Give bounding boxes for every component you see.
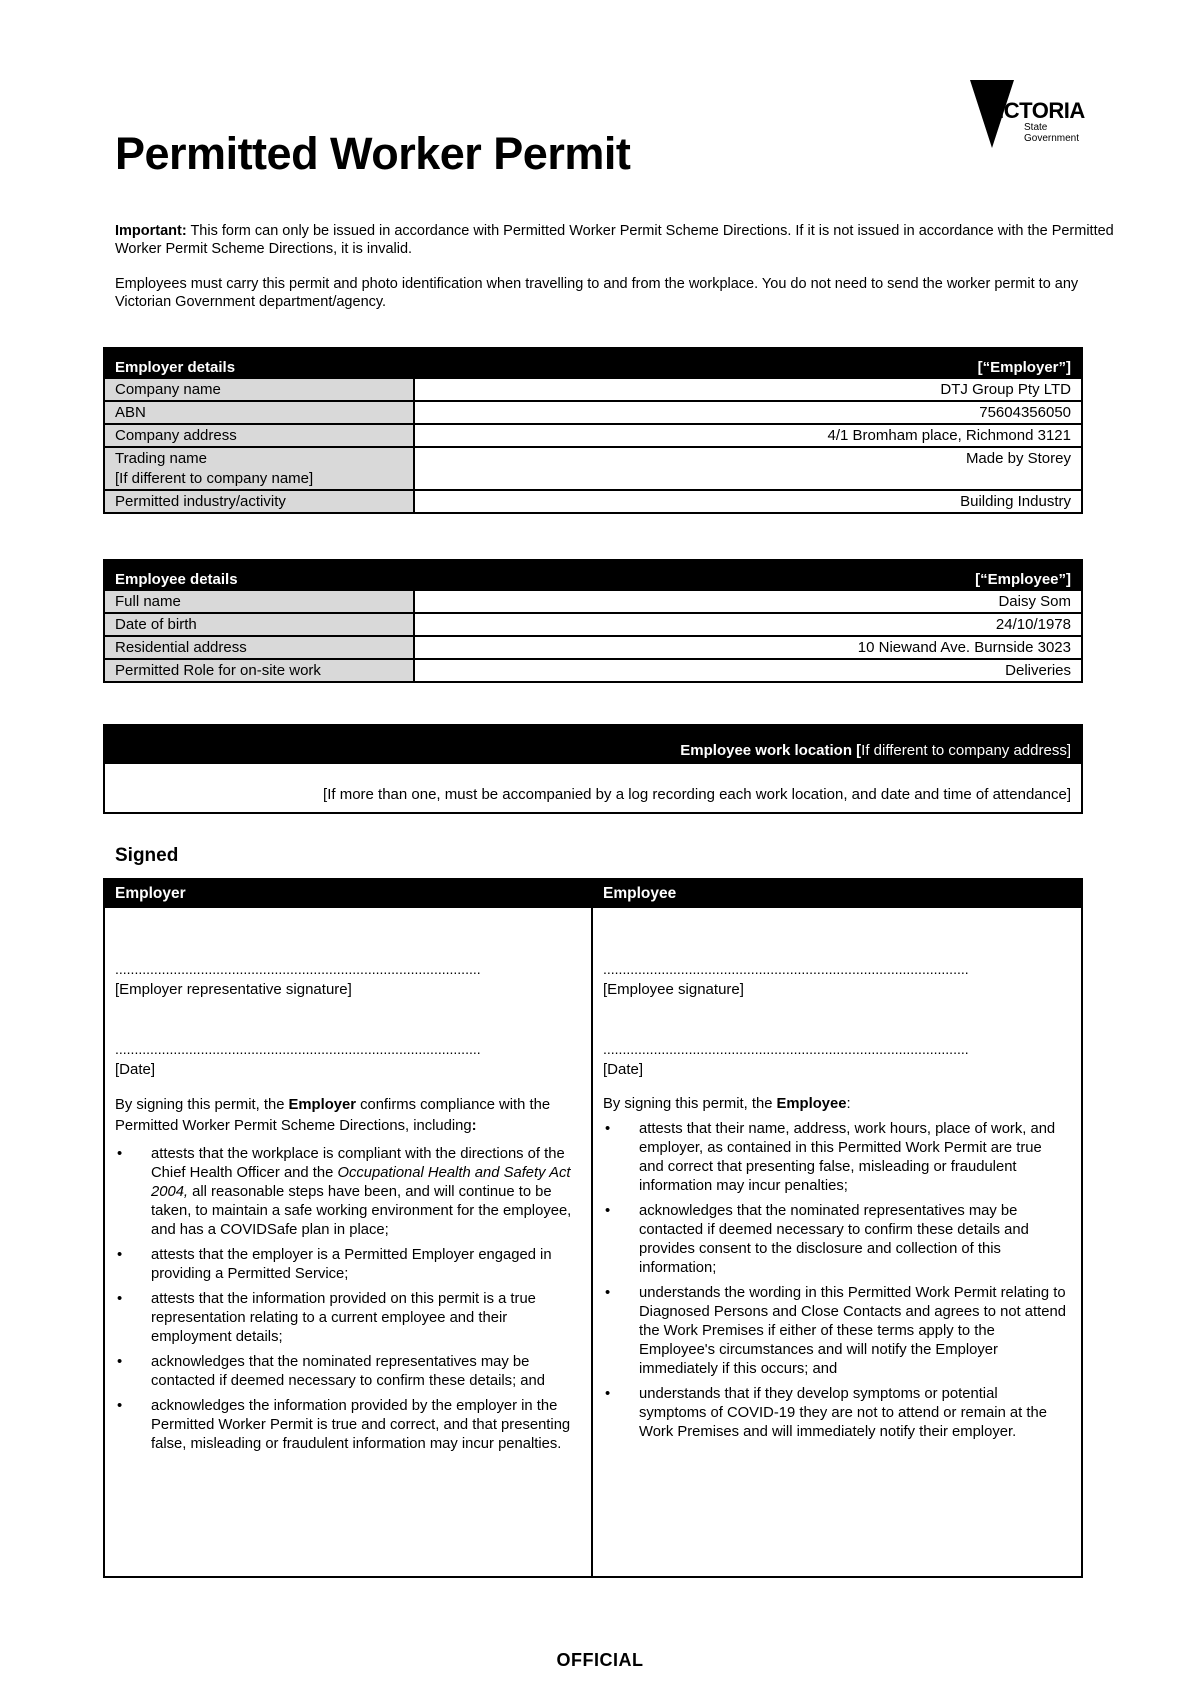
employer-declaration-list [115, 1145, 579, 1460]
field-label: Permitted industry/activity [105, 491, 415, 512]
list-item: • understands the wording in this Permitted Work Permit relating to Diagnosed Persons and Close Contacts and agrees to not attend the Work Premises if either of these terms apply to the Employee's circumstances and will notify the Employer immediately if this occurs; and [603, 1284, 1069, 1379]
important-notice: Important: This form can only be issued in accordance with Permitted Worker Permit Scheme Directions. If it is not issued in accordance with the Permitted Worker Permit Scheme Directions, it is invalid. [115, 223, 1114, 257]
work-location-field[interactable] [105, 764, 1081, 812]
page-title: Permitted Worker Permit [115, 128, 631, 179]
work-location-header: Employee work location [If different to company address] [105, 726, 1081, 764]
employer-details-header: Employer details [“Employer”] [105, 349, 1081, 379]
victoria-government-logo [968, 78, 1098, 150]
employee-signature-caption: [Employee signature] [603, 981, 744, 998]
employer-date-line[interactable]: .............................................................................................. [115, 1041, 481, 1057]
table-row [105, 379, 1081, 400]
employer-signature-line[interactable]: .............................................................................................. [115, 961, 481, 977]
logo-subtitle: State Government [1024, 122, 1080, 144]
permitted-role-value[interactable]: Deliveries [1005, 662, 1071, 679]
employer-date-caption: [Date] [115, 1061, 156, 1078]
list-item: • attests that the information provided on this permit is a true representation relating to a current employee and their employment details; [115, 1290, 579, 1347]
employee-column-header: Employee [603, 885, 677, 902]
employer-declaration-intro: By signing this permit, the Employer confirms compliance with the Permitted Worker Permit Scheme Directions, including: [115, 1097, 551, 1134]
company-name-value[interactable]: DTJ Group Pty LTD [940, 381, 1071, 398]
list-item: • attests that the workplace is compliant with the directions of the Chief Health Officer and the Occupational Health and Safety Act 2004, all reasonable steps have been, and will continue to be taken, to maintain a safe working environment for the employee, and has a COVIDSafe plan in place; [115, 1145, 579, 1240]
employer-details-table [103, 347, 1083, 514]
logo-wordmark: VICTORIA [984, 98, 1085, 123]
signature-header-row [105, 880, 1081, 908]
employee-signature-line[interactable]: .............................................................................................. [603, 961, 969, 977]
full-name-value[interactable]: Daisy Som [998, 593, 1071, 610]
field-label: Date of birth [105, 614, 415, 635]
carry-permit-notice: Employees must carry this permit and photo identification when travelling to and from the workplace. You do not need to send the worker permit to any Victorian Government department/agency. [115, 276, 1079, 310]
table-row [105, 489, 1081, 512]
trading-name-value[interactable]: Made by Storey [965, 450, 1071, 467]
permitted-industry-value[interactable]: Building Industry [960, 493, 1071, 510]
employee-declaration-intro: By signing this permit, the Employee: [603, 1096, 851, 1112]
table-row [105, 591, 1081, 612]
signed-section-title: Signed [115, 845, 179, 866]
list-item: • acknowledges the information provided by the employer in the Permitted Worker Permit is true and correct, and that presenting false, misleading or fraudulent information may incur penalties. [115, 1397, 579, 1454]
employee-date-line[interactable]: .............................................................................................. [603, 1041, 969, 1057]
date-of-birth-value[interactable]: 24/10/1978 [995, 616, 1071, 633]
field-label: Residential address [105, 637, 415, 658]
table-row [105, 635, 1081, 658]
list-item: • acknowledges that the nominated representatives may be contacted if deemed necessary to confirm these details; and [115, 1353, 579, 1391]
employer-signature-column [105, 908, 593, 1576]
list-item: • acknowledges that the nominated representatives may be contacted if deemed necessary to confirm these details and provides consent to the disclosure and collection of this information; [603, 1202, 1069, 1278]
employer-column-header: Employer [115, 885, 186, 902]
list-item: • understands that if they develop symptoms or potential symptoms of COVID-19 they are not to attend or remain at the Work Premises and will immediately notify their employer. [603, 1385, 1069, 1442]
list-item: • attests that their name, address, work hours, place of work, and employer, as contained in this Permitted Work Permit are true and correct that presenting false, misleading or fraudulent information may incur penalties; [603, 1120, 1069, 1196]
field-label: Permitted Role for on-site work [105, 660, 415, 681]
field-label: Trading name [If different to company name] [105, 448, 415, 489]
company-address-value[interactable]: 4/1 Bromham place, Richmond 3121 [827, 427, 1071, 444]
table-row [105, 612, 1081, 635]
residential-address-value[interactable]: 10 Niewand Ave. Burnside 3023 [857, 639, 1071, 656]
field-label: ABN [105, 402, 415, 423]
field-label: Company name [105, 379, 415, 400]
employee-date-caption: [Date] [603, 1061, 644, 1078]
abn-value[interactable]: 75604356050 [979, 404, 1071, 421]
table-row [105, 423, 1081, 446]
table-row [105, 400, 1081, 423]
employee-details-table [103, 559, 1083, 683]
employee-signature-column [593, 908, 1081, 1576]
field-label: Company address [105, 425, 415, 446]
official-footer: OFFICIAL [556, 1650, 644, 1670]
employee-details-header: Employee details [“Employee”] [105, 561, 1081, 591]
work-location-note: [If more than one, must be accompanied by a log recording each work location, and date and time of attendance] [323, 786, 1071, 803]
employer-signature-caption: [Employer representative signature] [115, 981, 352, 998]
field-label: Full name [105, 591, 415, 612]
list-item: • attests that the employer is a Permitted Employer engaged in providing a Permitted Service; [115, 1246, 579, 1284]
work-location-box [103, 724, 1083, 814]
table-row [105, 658, 1081, 681]
table-row [105, 446, 1081, 489]
employee-declaration-list [603, 1120, 1069, 1448]
signature-section [103, 878, 1083, 1578]
